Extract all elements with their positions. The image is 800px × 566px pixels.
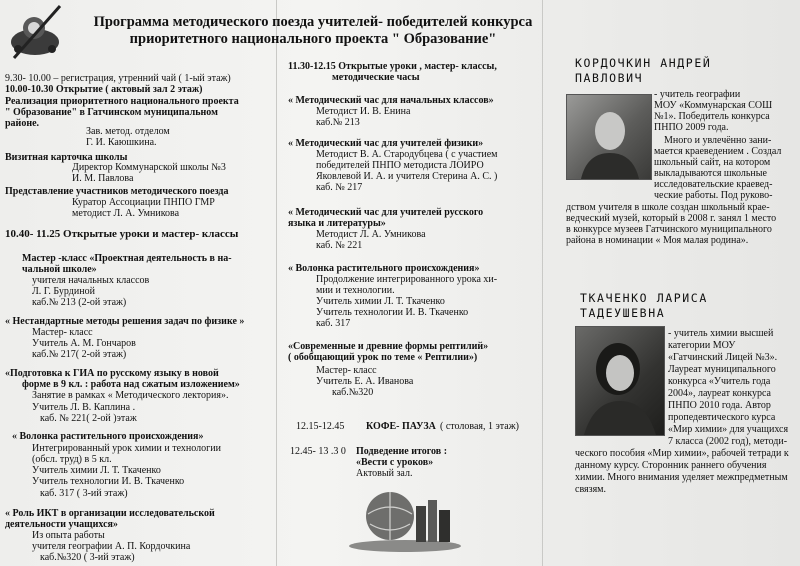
program-line: каб.№320 ( 3-ий этаж) bbox=[40, 552, 135, 563]
program-line: каб. № 217 bbox=[316, 182, 363, 193]
session-title: « Методический час для учителей физики» bbox=[288, 138, 484, 149]
session-heading: методические часы bbox=[332, 72, 420, 83]
program-heading: Представление участников методического поезда bbox=[5, 186, 229, 197]
bio-line: связям. bbox=[575, 484, 607, 495]
teacher-name: КОРДОЧКИН АНДРЕЙ bbox=[575, 56, 712, 70]
teacher-name: ТАДЕУШЕВНА bbox=[580, 306, 666, 320]
program-heading: " Образование" в Гатчинском муниципальном bbox=[5, 107, 218, 118]
bio-line: конкурса «Учитель года bbox=[668, 376, 771, 387]
program-heading: районе. bbox=[5, 118, 40, 129]
bio-line: района в номинации « Моя малая родина». bbox=[566, 235, 749, 246]
program-line: Учитель химии Л. Т. Ткаченко bbox=[316, 296, 445, 307]
bio-line: МОУ «Коммунарская СОШ bbox=[654, 100, 773, 111]
session-heading: 10.40- 11.25 Открытые уроки и мастер- классы bbox=[5, 228, 239, 240]
globe-and-books-icon bbox=[346, 484, 464, 552]
coffee-break-label: КОФЕ- ПАУЗА bbox=[366, 421, 436, 432]
session-title: «Подготовка к ГИА по русскому языку в новой bbox=[5, 368, 219, 379]
bio-line: Много и увлечённо зани- bbox=[664, 135, 772, 146]
session-title: форме в 9 кл. : работа над сжатым изложением» bbox=[22, 379, 240, 390]
program-line: Директор Коммунарской школы №3 bbox=[72, 162, 226, 173]
program-line: каб.№ 213 (2-ой этаж) bbox=[32, 297, 127, 308]
session-title: «Вести с уроков» bbox=[356, 457, 434, 468]
bio-line: Лауреат муниципального bbox=[668, 364, 776, 375]
program-line: Куратор Ассоциации ПНПО ГМР bbox=[72, 197, 215, 208]
teacher-name: ТКАЧЕНКО ЛАРИСА bbox=[580, 291, 708, 305]
bio-line: 7 класса (2002 год), методи- bbox=[668, 436, 788, 447]
bio-line: ческого пособия «Мир химии», рабочей тетради к bbox=[575, 448, 789, 459]
bio-line: «Гатчинский Лицей №3». bbox=[668, 352, 778, 363]
session-heading: 11.30-12.15 Открытые уроки , мастер- классы, bbox=[288, 61, 497, 72]
program-line: учителя начальных классов bbox=[32, 275, 150, 286]
program-line: каб. № 221( 2-ой )этаж bbox=[40, 413, 137, 424]
program-line: победителей ПНПО методиста ЛОИРО bbox=[316, 160, 484, 171]
program-line: Учитель Л. В. Каплина . bbox=[32, 402, 136, 413]
program-line: Яковлевой И. А. и учителя Стерина А. С. ) bbox=[316, 171, 498, 182]
program-line: учителя географии А. П. Кордочкина bbox=[32, 541, 191, 552]
program-line: каб. № 221 bbox=[316, 240, 363, 251]
program-line: И. М. Павлова bbox=[72, 173, 134, 184]
bio-line: в конкурсе музеев Гатчинского муниципального bbox=[566, 224, 772, 235]
program-line: Учитель технологии И. В. Ткаченко bbox=[32, 476, 185, 487]
program-line: Из опыта работы bbox=[32, 530, 105, 541]
program-line: 9.30- 10.00 – регистрация, утренний чай ( 1-ый этаж) bbox=[5, 73, 231, 84]
program-line: Интегрированный урок химии и технологии bbox=[32, 443, 221, 454]
fold-line bbox=[276, 0, 277, 566]
program-line: Методист И. В. Енина bbox=[316, 106, 411, 117]
bio-line: - учитель химии высшей bbox=[668, 328, 774, 339]
bio-line: ПНПО 2009 года. bbox=[654, 122, 729, 133]
session-title: «Современные и древние формы рептилий» bbox=[288, 341, 489, 352]
bio-line: химии. Много внимания уделяет межпредметным bbox=[575, 472, 788, 483]
bio-line: «Мир химии» для учащихся bbox=[668, 424, 789, 435]
program-line: Мастер- класс bbox=[316, 365, 377, 376]
session-title: Подведение итогов : bbox=[356, 446, 448, 457]
session-title: « Методический час для начальных классов» bbox=[288, 95, 494, 106]
title-line: Программа методического поезда учителей- победителей конкурса bbox=[93, 14, 533, 30]
program-heading: Реализация приоритетного национального проекта bbox=[5, 96, 239, 107]
program-line: Л. Г. Бурдиной bbox=[32, 286, 95, 297]
bio-line: данному курсу. Сторонник раннего обучения bbox=[575, 460, 767, 471]
program-line: Учитель Е. А. Иванова bbox=[316, 376, 414, 387]
bio-line: пропедевтического курса bbox=[668, 412, 776, 423]
bio-line: 2004», лауреат конкурса bbox=[668, 388, 771, 399]
bio-line: ПНПО 2010 года. Автор bbox=[668, 400, 771, 411]
session-title: « Роль ИКТ в организации исследовательской bbox=[5, 508, 215, 519]
teacher-photo bbox=[566, 94, 652, 180]
program-line: Мастер- класс bbox=[32, 327, 93, 338]
program-line: каб.№ 213 bbox=[316, 117, 360, 128]
program-heading: 10.00-10.30 Открытие ( актовый зал 2 этаж) bbox=[5, 84, 203, 95]
bio-line: - учитель географии bbox=[654, 89, 741, 100]
bio-line: мается краеведением . Создал bbox=[654, 146, 782, 157]
session-title: Мастер -класс «Проектная деятельность в на- bbox=[22, 253, 232, 264]
program-line: Г. И. Каюшкина. bbox=[86, 137, 157, 148]
bio-line: ческие работы. Под руково- bbox=[654, 190, 773, 201]
program-line: каб.№320 bbox=[332, 387, 374, 398]
page-title bbox=[78, 14, 548, 48]
program-line: Учитель химии Л. Т. Ткаченко bbox=[32, 465, 161, 476]
bio-line: №1». Победитель конкурса bbox=[654, 111, 770, 122]
title-line: приоритетного национального проекта " Образование" bbox=[129, 31, 497, 47]
session-title: « Волонка растительного происхождения» bbox=[12, 431, 204, 442]
program-time: 12.15-12.45 bbox=[296, 421, 345, 432]
program-line: каб. 317 ( 3-ий этаж) bbox=[40, 488, 128, 499]
program-line: Зав. метод. отделом bbox=[86, 126, 170, 137]
program-line: Методист В. А. Стародубцева ( с участием bbox=[316, 149, 498, 160]
session-title: ( обобщающий урок по теме « Рептилии») bbox=[288, 352, 478, 363]
program-heading: Визитная карточка школы bbox=[5, 152, 128, 163]
program-time: 12.45- 13 .3 0 bbox=[290, 446, 346, 457]
program-line: Учитель технологии И. В. Ткаченко bbox=[316, 307, 469, 318]
program-line: каб.№ 217( 2-ой этаж) bbox=[32, 349, 127, 360]
program-line: (обсл. труд) в 5 кл. bbox=[32, 454, 112, 465]
program-line: Актовый зал. bbox=[356, 468, 413, 479]
bio-line: ведческий музей, который в 2008 г. занял 1 место bbox=[566, 213, 777, 224]
bio-line: выкладываются школьные bbox=[654, 168, 767, 179]
person-icon bbox=[576, 327, 664, 435]
bio-line: исследовательские краевед- bbox=[654, 179, 773, 190]
train-logo-icon bbox=[4, 2, 66, 62]
program-line: мии и технологии. bbox=[316, 285, 395, 296]
session-title: « Волонка растительного происхождения» bbox=[288, 263, 480, 274]
bio-line: категории МОУ bbox=[668, 340, 736, 351]
session-title: языка и литературы» bbox=[288, 218, 386, 229]
program-line: ( столовая, 1 этаж) bbox=[440, 421, 519, 432]
bio-line: дством учителя в школе создан школьный крае- bbox=[566, 202, 770, 213]
session-title: « Нестандартные методы решения задач по физике » bbox=[5, 316, 245, 327]
session-title: деятельности учащихся» bbox=[5, 519, 118, 530]
session-title: чальной школе» bbox=[22, 264, 97, 275]
teacher-photo bbox=[575, 326, 665, 436]
teacher-name: ПАВЛОВИЧ bbox=[575, 71, 644, 85]
program-line: Методист Л. А. Умникова bbox=[316, 229, 426, 240]
program-line: методист Л. А. Умникова bbox=[72, 208, 180, 219]
session-title: « Методический час для учителей русского bbox=[288, 207, 484, 218]
program-line: Учитель А. М. Гончаров bbox=[32, 338, 136, 349]
program-line: Продолжение интегрированного урока хи- bbox=[316, 274, 498, 285]
program-line: Занятие в рамках « Методического лектория». bbox=[32, 390, 229, 401]
bio-line: школьный сайт, на котором bbox=[654, 157, 771, 168]
fold-line bbox=[542, 0, 543, 566]
program-line: каб. 317 bbox=[316, 318, 351, 329]
person-icon bbox=[567, 95, 651, 179]
